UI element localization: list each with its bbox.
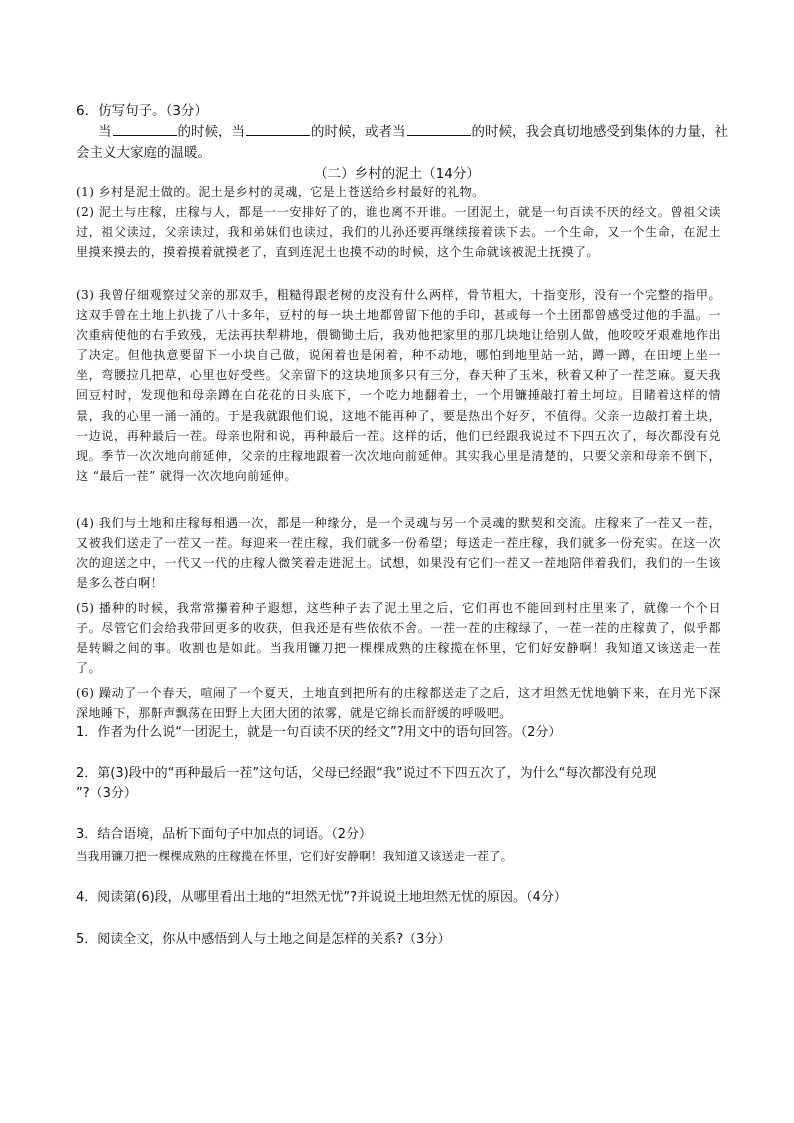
question-2-line-1: 2．第(3)段中的“再种最后一茬”这句话，父母已经跟“我”说过不下四五次了，为什么“每次都没有兑现 (76, 766, 657, 781)
paragraph-3: (3) 我曾仔细观察过父亲的那双手，粗糙得跟老树的皮没有什么两样，骨节粗大，十指变形，没有一个完整的指甲。这双手曾在土地上扒拢了八十多年，豆村的每一块土地都曾留下他的手印，甚或每一个土团都曾感受过他的手温。一次重病使他的右手致残，无法再扶犁耕地，偎锄锄土后，我劝他把家里的那几块地让给别人做，他咬咬牙艰难地作出了决定。但他执意要留下一小块自己做，说闲着也是闲着，种不动地，哪怕到地里站一站，蹲一蹲，在田埂上坐一坐，弯腰拉几把草，心里也好受些。父亲留下的这块地顶多只有三分，春天种了玉米，秋着又种了一茬芝麻。夏天我回豆村时，发现他和母亲蹲在白花花的日头底下，一个吃力地翻着土，一个用镰捶敲打着土坷垃。目睹着这样的情景，我的心里一涌一涌的。于是我就跟他们说，这地不能再种了，要是热出个好歹，不值得。父亲一边敲打着土块，一边说，再种最后一茬。母亲也附和说，再种最后一茬。这样的话，他们已经跟我说过不下四五次了，每次都没有兑现。季节一次次地向前延伸，父亲的庄稼地跟着一次次地向前延伸。其实我心里是清楚的，只要父亲和母亲不倒下，这 “最后一茬” 就得一次次地向前延伸。 (76, 288, 721, 483)
question-3-quote: 当我用镰刀把一棵棵成熟的庄稼揽在怀里，它们好安静啊！我知道又该送走一茬了。 (76, 849, 513, 863)
sentence-part: 的时候，当 (177, 124, 245, 140)
fill-blank-2[interactable] (246, 122, 310, 136)
sentence-part: 的时候，我会真切地感受到集体的力量，社 (471, 124, 728, 140)
sentence-part: 当 (98, 124, 112, 140)
question-6-heading: 6．仿写句子。（3分） (76, 103, 208, 119)
question-2-line-2: ”?（3分） (76, 786, 137, 801)
question-6-sentence-end: 会主义大家庭的温暖。 (76, 145, 211, 161)
question-1: 1．作者为什么说“一团泥土，就是一句百读不厌的经文”?用文中的语句回答。（2分） (76, 725, 562, 740)
paragraph-4: (4) 我们与土地和庄稼每相遇一次，都是一种缘分，是一个灵魂与另一个灵魂的默契和交流。庄稼来了一茬又一茬，又被我们送走了一茬又一茬。每迎来一茬庄稼，我们就多一份希望；每送走一茬庄稼，我们就多一份充实。在这一次次的迎送之中，一代又一代的庄稼人微笑着走进泥土。试想，如果没有它们一茬又一茬地陪伴着我们，我们的一生该是多么苍白啊！ (76, 516, 721, 591)
question-6-sentence (98, 120, 728, 140)
sentence-part: 的时候，或者当 (311, 124, 406, 140)
section-title: （二）乡村的泥土（14分） (314, 166, 480, 182)
question-5: 5．阅读全文，你从中感悟到人与土地之间是怎样的关系?（3分） (76, 932, 451, 947)
question-4: 4．阅读第(6)段，从哪里看出土地的“坦然无忧”?并说说土地坦然无忧的原因。（4分） (76, 890, 567, 905)
paragraph-1: (1) 乡村是泥土做的。泥土是乡村的灵魂，它是上苍送给乡村最好的礼物。 (76, 185, 485, 199)
paragraph-5: (5) 播种的时候，我常常攥着种子遐想，这些种子去了泥土里之后，它们再也不能回到村庄里来了，就像一个个日子。尽管它们会给我带回更多的收获，但我还是有些依依不舍。一茬一茬的庄稼绿了，一茬一茬的庄稼黄了，似乎都是转瞬之间的事。收割也是如此。当我用镰刀把一棵棵成熟的庄稼揽在怀里，它们好安静啊！我知道又该送走一茬了。 (76, 601, 721, 676)
fill-blank-3[interactable] (407, 122, 471, 136)
paragraph-6: (6) 躁动了一个春天，喧闹了一个夏天，土地直到把所有的庄稼都送走了之后，这才坦然无忧地躺下来，在月光下深深地睡下，那鼾声飘荡在田野上大团大团的浓雾，就是它绵长而舒缓的呼吸吧。 (76, 686, 721, 721)
paragraph-2: (2) 泥土与庄稼，庄稼与人，都是一一安排好了的，谁也离不开谁。一团泥土，就是一句百读不厌的经文。曾祖父读过，祖父读过，父亲读过，我和弟妹们也读过，我们的儿孙还要再继续接着读下去。一个生命，又一个生命，在泥土里摸来摸去的，摸着摸着就摸老了，直到连泥土也摸不动的时候，这个生命就该被泥土抚摸了。 (76, 205, 721, 260)
fill-blank-1[interactable] (113, 122, 177, 136)
question-3: 3．结合语境，品析下面句子中加点的词语。（2分） (76, 827, 373, 842)
